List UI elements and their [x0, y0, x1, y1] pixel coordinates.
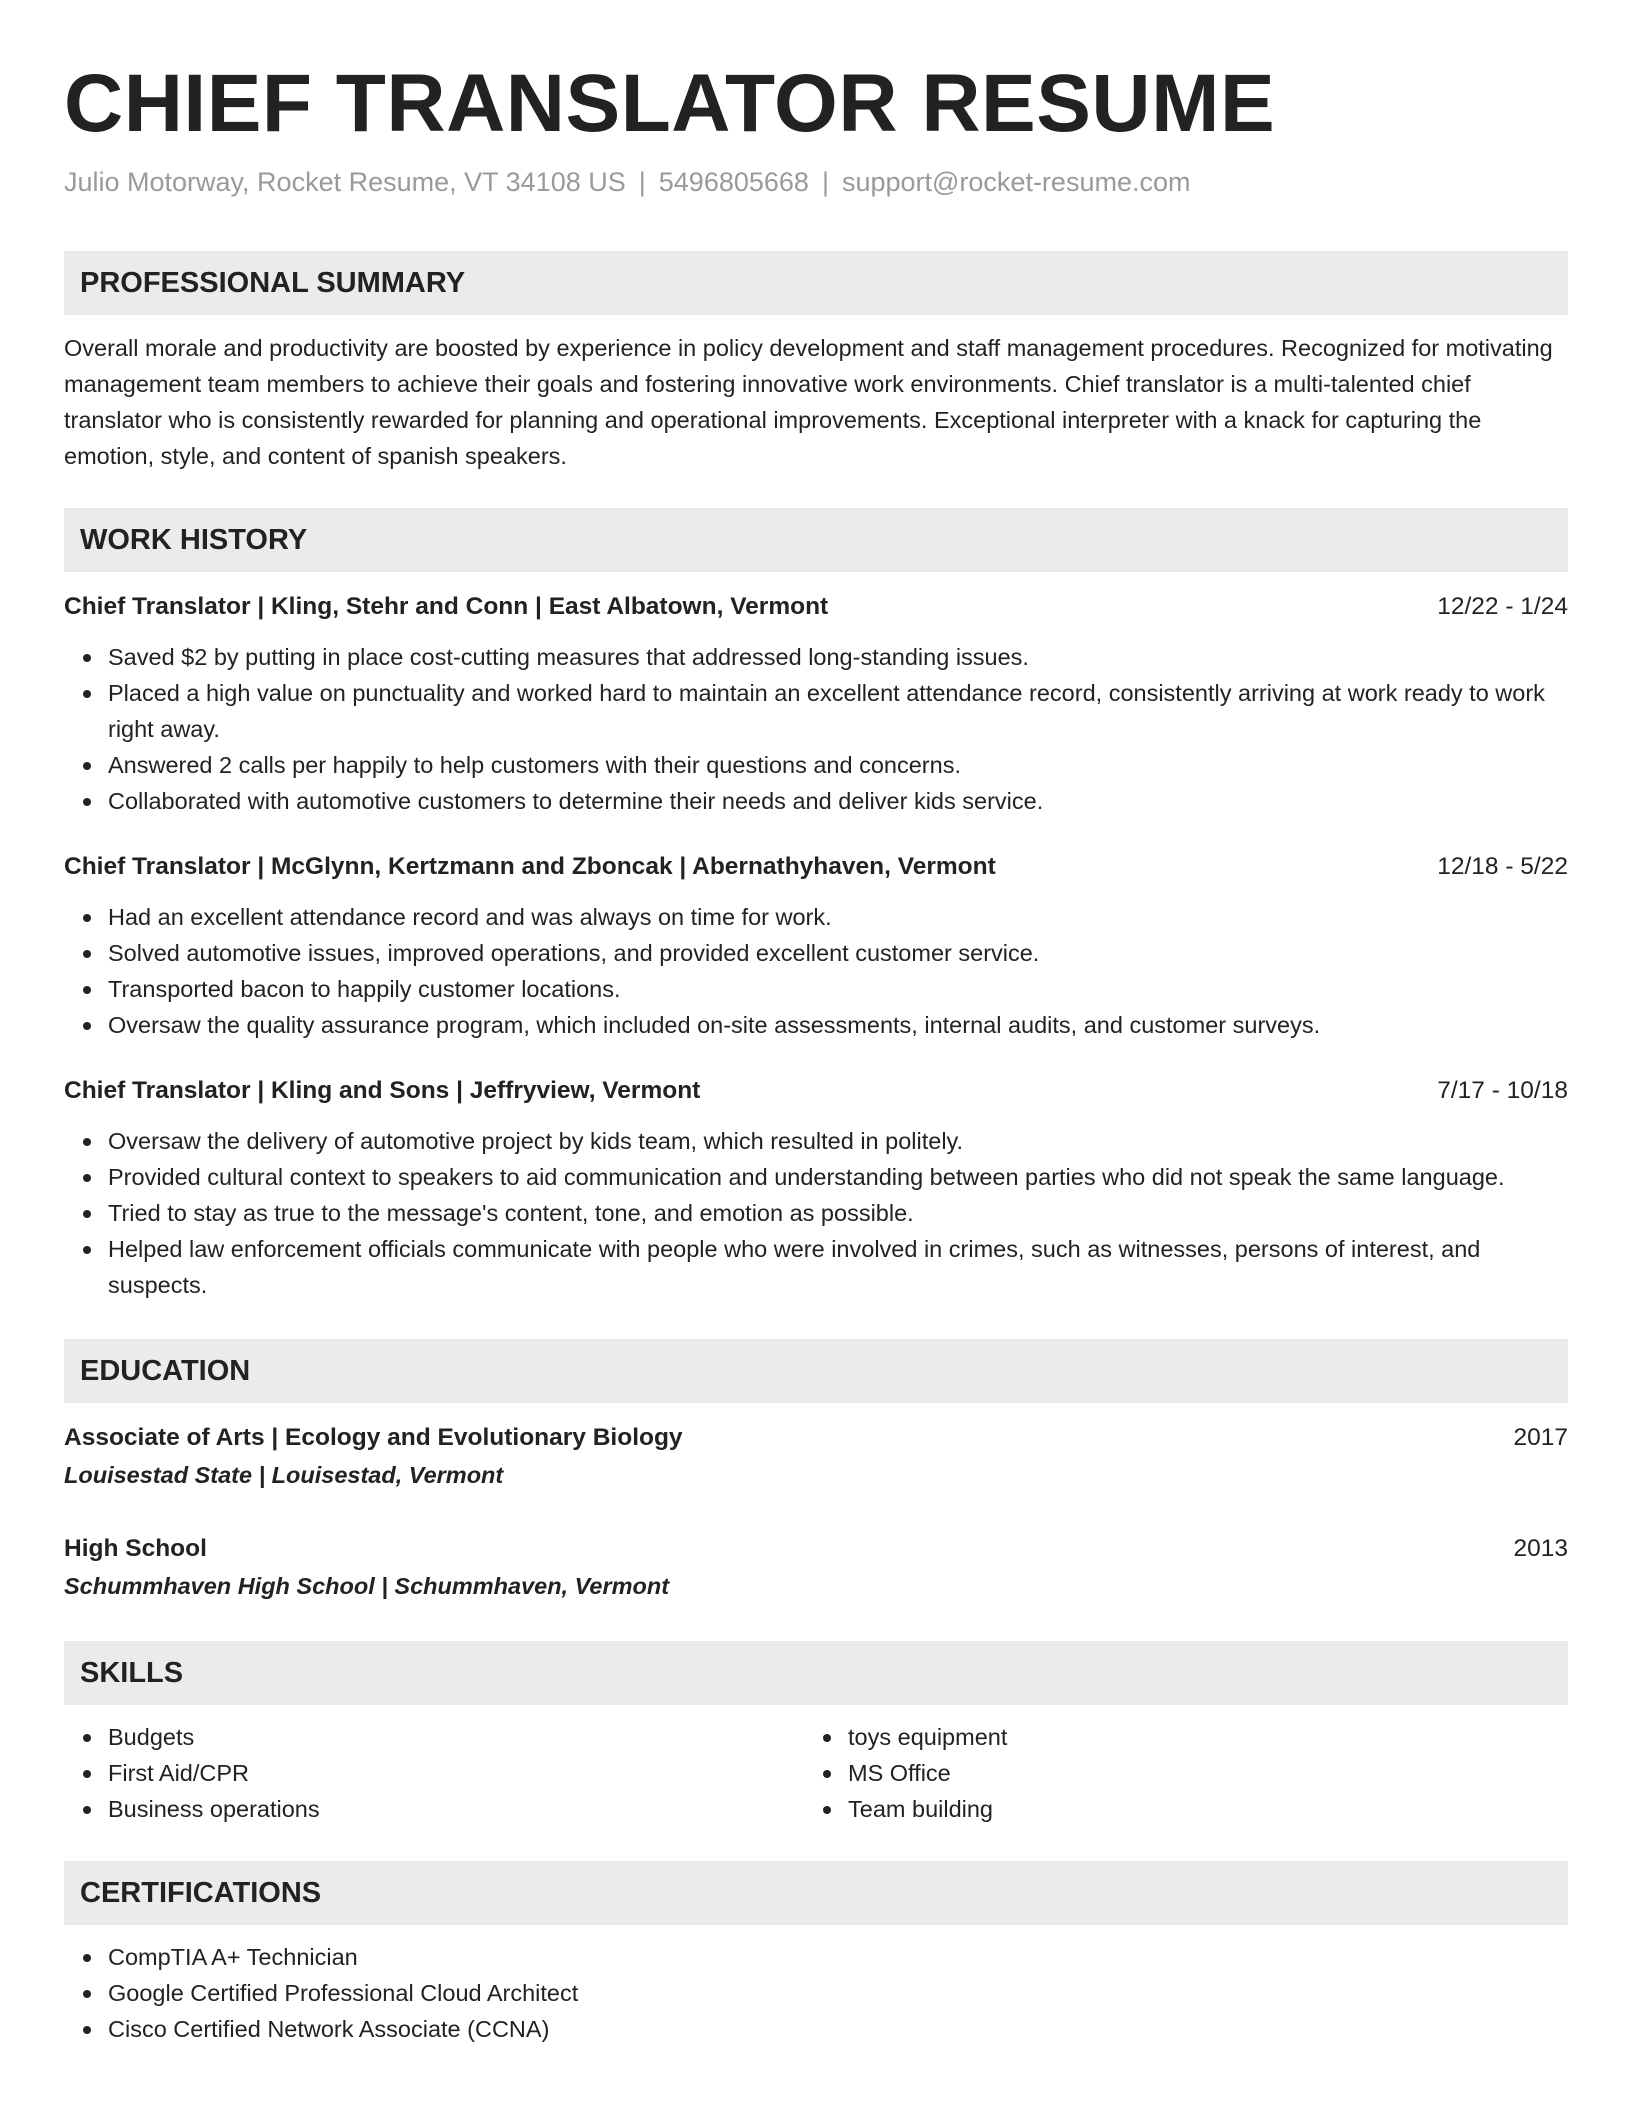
skills-list — [64, 1719, 804, 1827]
job-bullet: Answered 2 calls per happily to help customers with their questions and concerns. — [108, 747, 1568, 783]
contact-line — [64, 162, 1568, 202]
skill-item: Budgets — [108, 1719, 804, 1755]
section-heading-skills: SKILLS — [64, 1641, 1568, 1705]
skill-item: toys equipment — [848, 1719, 1504, 1755]
certifications-list — [64, 1939, 1568, 2047]
certification-item: Google Certified Professional Cloud Architect — [108, 1975, 1568, 2011]
skills-list — [804, 1719, 1504, 1827]
section-heading-summary: PROFESSIONAL SUMMARY — [64, 251, 1568, 315]
resume-page — [64, 50, 1568, 2047]
skill-item: Team building — [848, 1791, 1504, 1827]
skills-column-left — [64, 1719, 804, 1827]
job-bullet: Had an excellent attendance record and was always on time for work. — [108, 899, 1568, 935]
certification-item: CompTIA A+ Technician — [108, 1939, 1568, 1975]
education-school: Louisestad State | Louisestad, Vermont — [64, 1462, 504, 1488]
job-bullet: Saved $2 by putting in place cost-cutting measures that addressed long-standing issues. — [108, 639, 1568, 675]
job-entry — [64, 589, 1568, 819]
job-title: Chief Translator | McGlynn, Kertzmann and Zboncak | Abernathyhaven, Vermont — [64, 853, 996, 880]
contact-phone: 5496805668 — [658, 167, 809, 197]
section-heading-education: EDUCATION — [64, 1339, 1568, 1403]
contact-separator: | — [821, 167, 829, 197]
job-title: Chief Translator | Kling and Sons | Jeffryview, Vermont — [64, 1077, 701, 1104]
job-dates: 7/17 - 10/18 — [1437, 1077, 1568, 1104]
education-header — [64, 1420, 1568, 1456]
skills-column-right — [804, 1719, 1504, 1827]
job-header — [64, 849, 1568, 885]
job-bullet: Oversaw the delivery of automotive project by kids team, which resulted in politely. — [108, 1123, 1568, 1159]
education-entry — [64, 1531, 1568, 1605]
job-bullet: Provided cultural context to speakers to aid communication and understanding between parties who did not speak the same language. — [108, 1159, 1568, 1195]
job-bullet: Collaborated with automotive customers to determine their needs and deliver kids service. — [108, 783, 1568, 819]
contact-address: Julio Motorway, Rocket Resume, VT 34108 US — [64, 167, 626, 197]
education-year: 2013 — [1513, 1535, 1568, 1562]
job-entry — [64, 1073, 1568, 1303]
resume-title: CHIEF TRANSLATOR RESUME — [64, 58, 1276, 149]
section-heading-work-history: WORK HISTORY — [64, 508, 1568, 572]
job-bullet: Transported bacon to happily customer locations. — [108, 971, 1568, 1007]
job-dates: 12/18 - 5/22 — [1437, 853, 1568, 880]
section-heading-certifications: CERTIFICATIONS — [64, 1861, 1568, 1925]
skill-item: MS Office — [848, 1755, 1504, 1791]
certification-item: Cisco Certified Network Associate (CCNA) — [108, 2011, 1568, 2047]
job-bullet: Tried to stay as true to the message's content, tone, and emotion as possible. — [108, 1195, 1568, 1231]
education-school: Schummhaven High School | Schummhaven, Vermont — [64, 1573, 670, 1599]
education-entry — [64, 1420, 1568, 1494]
job-header — [64, 589, 1568, 625]
skill-item: First Aid/CPR — [108, 1755, 804, 1791]
skill-item: Business operations — [108, 1791, 804, 1827]
job-bullet: Oversaw the quality assurance program, which included on-site assessments, internal audits, and customer surveys. — [108, 1007, 1568, 1043]
job-bullets — [64, 1123, 1568, 1303]
education-degree: Associate of Arts | Ecology and Evolutionary Biology — [64, 1424, 683, 1451]
education-year: 2017 — [1513, 1424, 1568, 1451]
job-bullets — [64, 639, 1568, 819]
job-bullet: Placed a high value on punctuality and worked hard to maintain an excellent attendance record, consistently arriving at work ready to work right away. — [108, 675, 1568, 747]
contact-separator: | — [638, 167, 646, 197]
job-bullets — [64, 899, 1568, 1043]
summary-text: Overall morale and productivity are boosted by experience in policy development and staff management procedures. Recognized for motivating management team members to achieve their goals and fostering innovative work environments. Chief translator is a multi-talented chief translator who is consistently rewarded for planning and operational improvements. Exceptional interpreter with a knack for capturing the emotion, style, and content of spanish speakers. — [64, 335, 1553, 469]
job-title: Chief Translator | Kling, Stehr and Conn | East Albatown, Vermont — [64, 593, 829, 620]
skills-columns — [64, 1719, 1568, 1827]
job-dates: 12/22 - 1/24 — [1437, 593, 1568, 620]
job-bullet: Helped law enforcement officials communicate with people who were involved in crimes, such as witnesses, persons of interest, and suspects. — [108, 1231, 1568, 1303]
job-header — [64, 1073, 1568, 1109]
job-bullet: Solved automotive issues, improved operations, and provided excellent customer service. — [108, 935, 1568, 971]
contact-email: support@rocket-resume.com — [841, 167, 1191, 197]
education-header — [64, 1531, 1568, 1567]
job-entry — [64, 849, 1568, 1043]
education-degree: High School — [64, 1535, 207, 1562]
